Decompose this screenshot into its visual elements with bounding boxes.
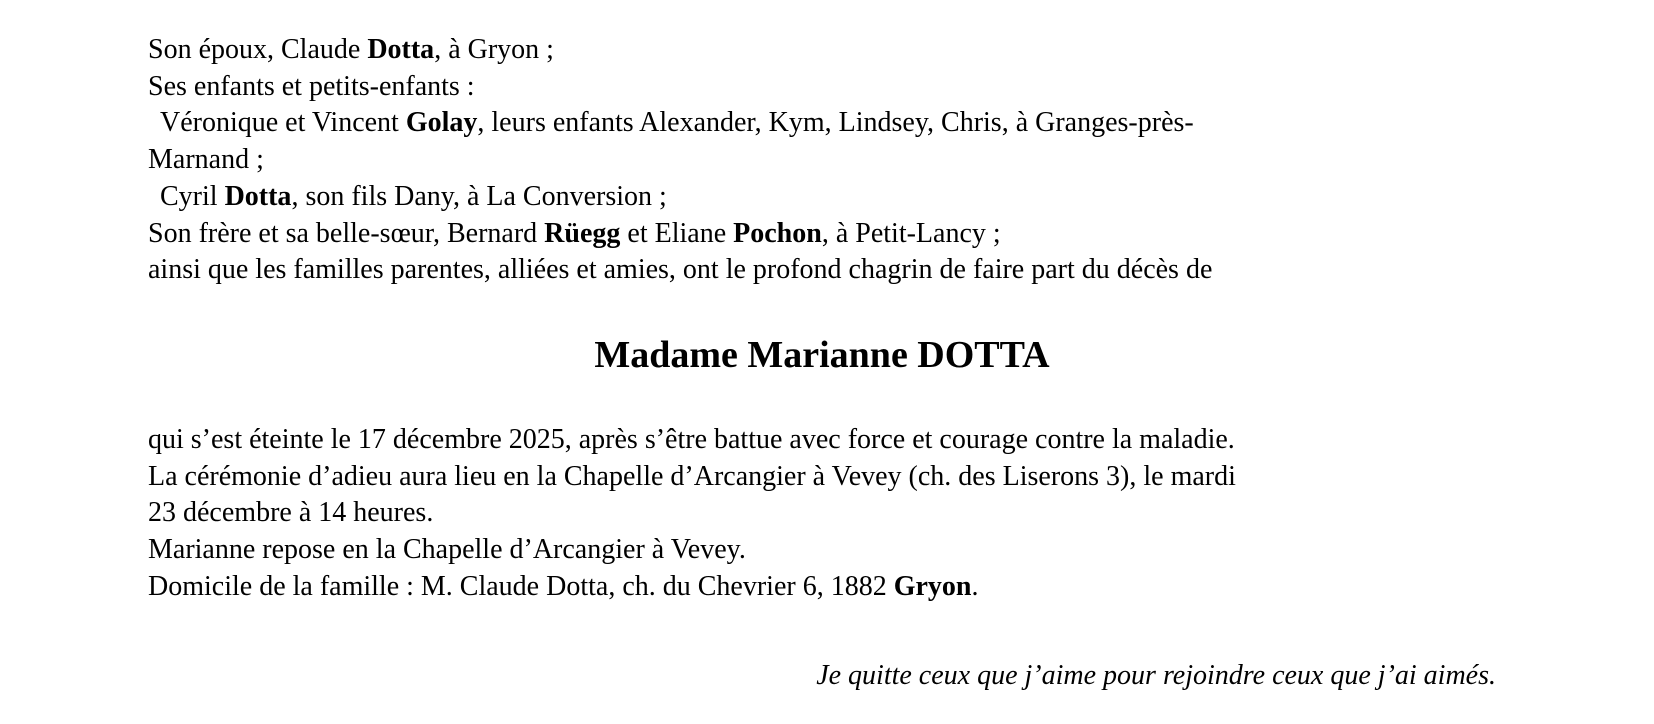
deceased-name-title: Madame Marianne DOTTA bbox=[594, 334, 1050, 376]
emphasized-name: Pochon bbox=[733, 217, 822, 249]
text-line bbox=[148, 569, 1236, 606]
text-segment: 23 décembre à 14 heures. bbox=[148, 497, 434, 529]
emphasized-name: Golay bbox=[405, 107, 478, 139]
text-segment: Ses enfants et petits-enfants : bbox=[148, 70, 475, 102]
text-line bbox=[148, 105, 1212, 142]
text-segment: Son frère et sa belle-sœur, Bernard bbox=[148, 217, 545, 249]
text-segment: , à Petit-Lancy ; bbox=[821, 217, 1001, 249]
text-segment: et Eliane bbox=[620, 217, 734, 249]
text-segment: , à Gryon ; bbox=[434, 34, 554, 65]
text-segment: Domicile de la famille : M. Claude Dotta, ch. du Chevrier 6, 1882 bbox=[148, 570, 894, 602]
ceremony-details-paragraph bbox=[148, 422, 1236, 606]
text-line bbox=[148, 179, 1212, 216]
text-line bbox=[148, 252, 1212, 289]
text-segment: Son époux, Claude bbox=[148, 34, 368, 65]
text-line bbox=[148, 495, 1236, 532]
text-line bbox=[148, 422, 1236, 459]
text-segment: Véronique et Vincent bbox=[160, 107, 406, 139]
text-segment: qui s’est éteinte le 17 décembre 2025, après s’être battue avec force et courage contre la maladie. bbox=[148, 424, 1235, 455]
text-segment: ainsi que les familles parentes, alliées et amies, ont le profond chagrin de faire part du décès de bbox=[148, 254, 1213, 286]
text-line bbox=[148, 216, 1212, 253]
text-line bbox=[148, 459, 1236, 496]
emphasized-name: Dotta bbox=[224, 180, 292, 212]
text-segment: Marianne repose en la Chapelle d’Arcangier à Vevey. bbox=[148, 534, 746, 566]
text-line bbox=[148, 32, 1212, 69]
emphasized-name: Rüegg bbox=[544, 217, 621, 249]
text-line bbox=[148, 69, 1212, 106]
text-line bbox=[148, 142, 1212, 179]
text-segment: . bbox=[971, 570, 979, 602]
text-segment: Cyril bbox=[160, 180, 225, 212]
family-announcement-paragraph bbox=[148, 32, 1212, 289]
text-segment: , son fils Dany, à La Conversion ; bbox=[291, 180, 667, 212]
emphasized-name: Gryon bbox=[893, 570, 972, 602]
emphasized-name: Dotta bbox=[367, 34, 435, 65]
text-segment: , leurs enfants Alexander, Kym, Lindsey, Chris, à Granges-près- bbox=[477, 107, 1194, 139]
epitaph-quote: Je quitte ceux que j’aime pour rejoindre ceux que j’ai aimés. bbox=[816, 660, 1496, 691]
text-segment: Marnand ; bbox=[148, 144, 264, 176]
text-segment: La cérémonie d’adieu aura lieu en la Chapelle d’Arcangier à Vevey (ch. des Liserons 3), le mardi bbox=[148, 460, 1236, 492]
text-line bbox=[148, 532, 1236, 569]
